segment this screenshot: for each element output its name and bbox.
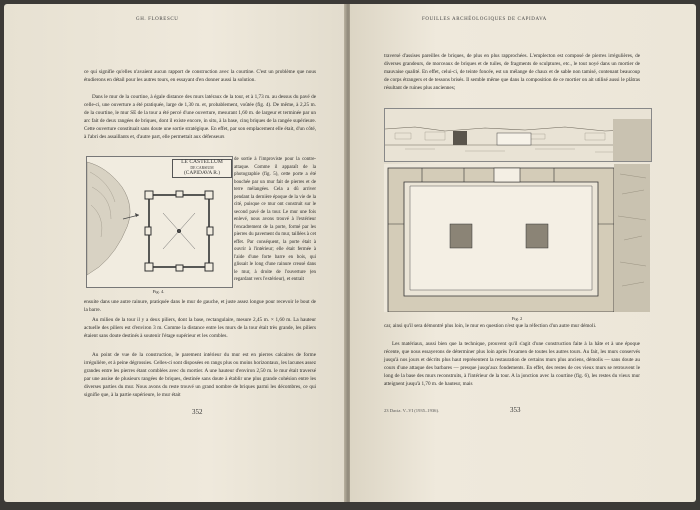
map-title-line-1: LE CASTELLUM (181, 159, 223, 165)
right-figure-caption: Fig. 2 (511, 316, 523, 321)
right-text-block-2: car, ainsi qu'il sera démontré plus loin, le mur en question n'est que la réfection d'un autre mur démoli. (384, 323, 597, 329)
right-running-head: FOUILLES ARCHÉOLOGIQUES DE CAPIDAVA (422, 17, 547, 22)
castellum-map-figure (86, 156, 233, 288)
left-text-block-1: ce qui signifie qu'elles n'avaient aucun rapport de construction avec la courtine. C'est un problème que nous étudierons en détail pour les autres tours, en essayant d'en donner aussi la solution. (84, 69, 316, 83)
right-text-block-1: traversé d'assises pareilles de briques, de plus en plus rapprochées. L'emplecton est composé de pierres irrégulières, de diverses grandeurs, de morceaux de briques et de tuiles, de fragments de sculptures, etc., le tout noyé dans un mortier de mauvaise qualité. En effet, celui-ci, de teinte foncée, est un mélange de chaux et de sable non tamisé, contenant beaucoup de corps étrangers et de tessons brisés. Il semble même que dans la composition de ce mortier on ait utilisé aussi le plâtras résultant de ruines plus anciennes; (384, 53, 640, 91)
elevation-svg (385, 109, 651, 161)
map-title-line-3: (CAPIDAVA R.) (183, 170, 221, 177)
left-page (4, 4, 346, 502)
map-title-line-2: DE CARSIUM (190, 165, 214, 170)
left-text-block-2: Dans le mur de la courtine, à égale distance des murs latéraux de la tour, et à 1,73 m. au dessus du pavé de celle-ci, une ouverture a été pratiquée, large de 1,30 m. et, probablement, voûtée (fig. 4). De même, à 2,25 m. de la courtine, le mur SE de la tour a été percé d'une ouverture, mesurant 1,60 m. de largeur et terminée par un arc fait de deux rangées de briques, dont il existe encore, in situ, à la base, cinq briques de la rangée supérieure. Cette ouverture constituait sans doute une sortie stratégique. En effet, par son emplacement elle était, d'un côté, à l'abri des assaillants et, d'autre part, elle permettait aux défenseurs (84, 94, 316, 140)
tower-plan-drawing (384, 164, 650, 312)
right-text-block-3: Les matériaux, aussi bien que la technique, prouvent qu'il s'agit d'une construction faite à la hâte et à une époque récente, que nous essayerons de déterminer plus loin après l'examen de toutes les autres tours. Au fait, les murs conservés jusqu'à nos jours et décrits plus haut représentent la restauration de certains murs plus anciens, démolis — sans doute au cours d'une attaque des barbares — presque jusqu'aux fondements. En effet, des restes de ces vieux murs se retrouvent le long de la base des murs reconstruits, à l'intérieur de la tour. A la jonction avec la courtine (fig. 6), les restes du vieux mur atteignent jusqu'à 1,70 m. de hauteur, mais (384, 341, 640, 387)
right-page-number: 353 (510, 406, 521, 414)
tower-elevation-drawing (384, 108, 652, 162)
left-text-block-3: ensuite dans une autre rainure, pratiquée dans le mur de gauche, et juste assez longue pour recevoir le bout de la barre. (84, 299, 316, 313)
left-side-text: de sortie à l'improviste pour la contre-attaque. Comme il apparaît de la photographie (fig. 5), cette porte a été bouchée par un mur fait de pierres et de terre mélangées. Cela a dû arriver pendant la dernière époque de la vie de la cité, puisque ce mur ont construit sur le second pavé de la tour. Le mur une fois enlevé, nous avons trouvé à l'extérieur l'encadrement de la porte, formé par les pierres du pavement du mur, taillées à cet effet. Par conséquent, la porte était à ouvrir à l'intérieur; elle était fermée à l'aide d'une forte barre en bois, qui glissait le long d'une rainure creusé dans le mur, à droite de l'ouverture (en regardant vers l'extérieur), et entrait (234, 157, 316, 282)
left-text-block-5: Au point de vue de la construction, le parement intérieur du mur est en pierres calcaires de forme irrégulière, et à peine dégrossies. Celles-ci sont disposées en rangs plus ou moins horizontaux, les lacunes assez grandes entre les pierres étant comblées avec du mortier. A une hauteur d'environ 2,50 m. le mur était traversé par une assise de plusieurs rangées de briques, destinée sans doute à établir une plus grande cohésion entre les diverses parties du mur. Nous avons du reste trouvé un grand nombre de briques parmi les décombres, ce qui signifie que, à la partie supérieure, le mur était (84, 352, 316, 398)
right-page (350, 4, 696, 502)
map-title-cartouche (172, 159, 232, 178)
right-footnote: 23 Dacia. V–VI (1935–1936). (384, 408, 440, 413)
left-page-number: 352 (192, 408, 203, 416)
left-running-head: GH. FLORESCU (136, 17, 179, 22)
plan-svg (384, 164, 650, 312)
left-text-block-4: Au milieu de la tour il y a deux piliers, dont la base, rectangulaire, mesure 2,45 m. × 1,60 m. La hauteur actuelle des piliers est d'environ 3 m. Comme la distance entre les murs de la tour était très grande, les piliers étaient sans doute destinés à soutenir l'étage supérieur et les combles. (84, 317, 316, 339)
left-figure-caption: Fig. 4. (152, 289, 165, 294)
